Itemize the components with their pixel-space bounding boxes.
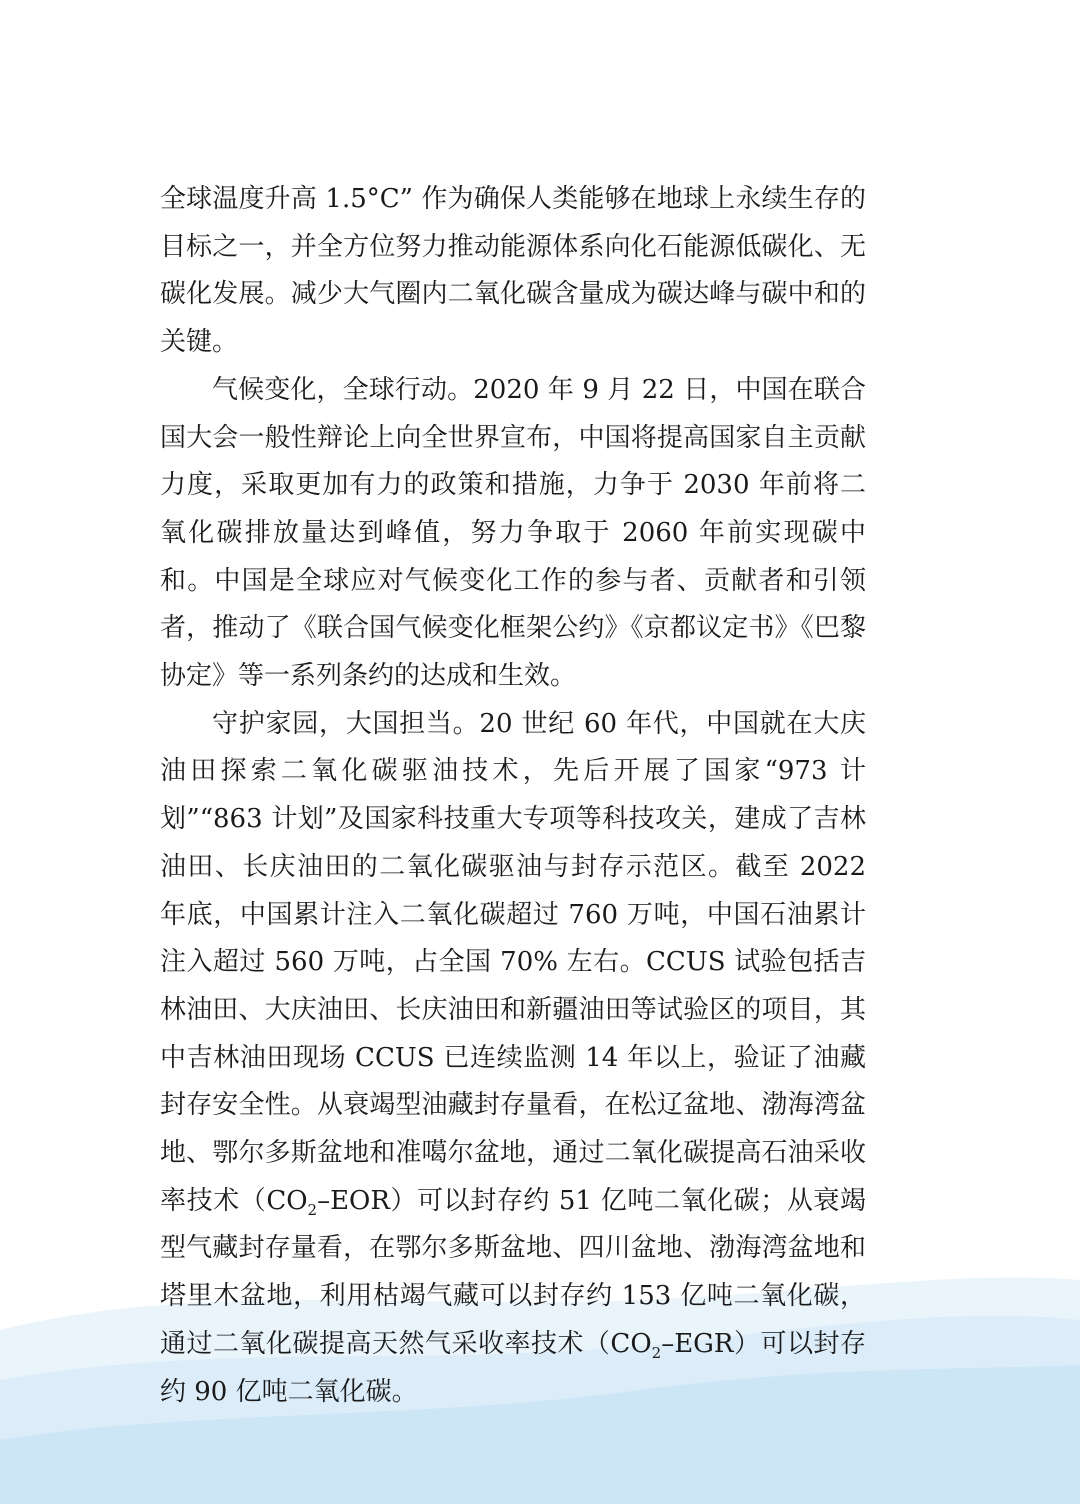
subscript-2-eor: 2: [307, 1200, 318, 1219]
paragraph-3-part-1: 守护家园，大国担当。20 世纪 60 年代，中国就在大庆油田探索二氧化碳驱油技术，先后开展了国家“973 计划”“863 计划”及国家科技重大专项等科技攻关，建成了吉林油田、长庆油田的二氧化碳驱油与封存示范区。截至 2022 年底，中国累计注入二氧化碳超过 760 万吨，中国石油累计注入超过 560 万吨，占全国 70% 左右。CCUS 试验包括吉林油田、大庆油田、长庆油田和新疆油田等试验区的项目，其中吉林油田现场 CCUS 已连续监测 14 年以上，验证了油藏封存安全性。从衰竭型油藏封存量看，在松辽盆地、渤海湾盆地、鄂尔多斯盆地和准噶尔盆地，通过二氧化碳提高石油采收率技术（CO: [160, 708, 866, 1216]
paragraph-3-part-3: –EGR）可以封存约 90 亿吨二氧化碳。: [160, 1328, 866, 1407]
paragraph-3: [160, 701, 866, 1417]
body-text: [160, 176, 866, 1416]
paragraph-3-part-2: –EOR）可以封存约 51 亿吨二氧化碳；从衰竭型气藏封存量看，在鄂尔多斯盆地、四川盆地、渤海湾盆地和塔里木盆地，利用枯竭气藏可以封存约 153 亿吨二氧化碳，通过二氧化碳提高天然气采收率技术（CO: [160, 1185, 866, 1359]
paragraph-1: 全球温度升高 1.5°C” 作为确保人类能够在地球上永续生存的目标之一，并全方位努力推动能源体系向化石能源低碳化、无碳化发展。减少大气圈内二氧化碳含量成为碳达峰与碳中和的关键。: [160, 184, 866, 358]
subscript-2-egr: 2: [651, 1344, 662, 1363]
paragraph-2: 气候变化，全球行动。2020 年 9 月 22 日，中国在联合国大会一般性辩论上向全世界宣布，中国将提高国家自主贡献力度，采取更加有力的政策和措施，力争于 2030 年前将二氧化碳排放量达到峰值，努力争取于 2060 年前实现碳中和。中国是全球应对气候变化工作的参与者、贡献者和引领者，推动了《联合国气候变化框架公约》《京都议定书》《巴黎协定》等一系列条约的达成和生效。: [160, 374, 866, 692]
